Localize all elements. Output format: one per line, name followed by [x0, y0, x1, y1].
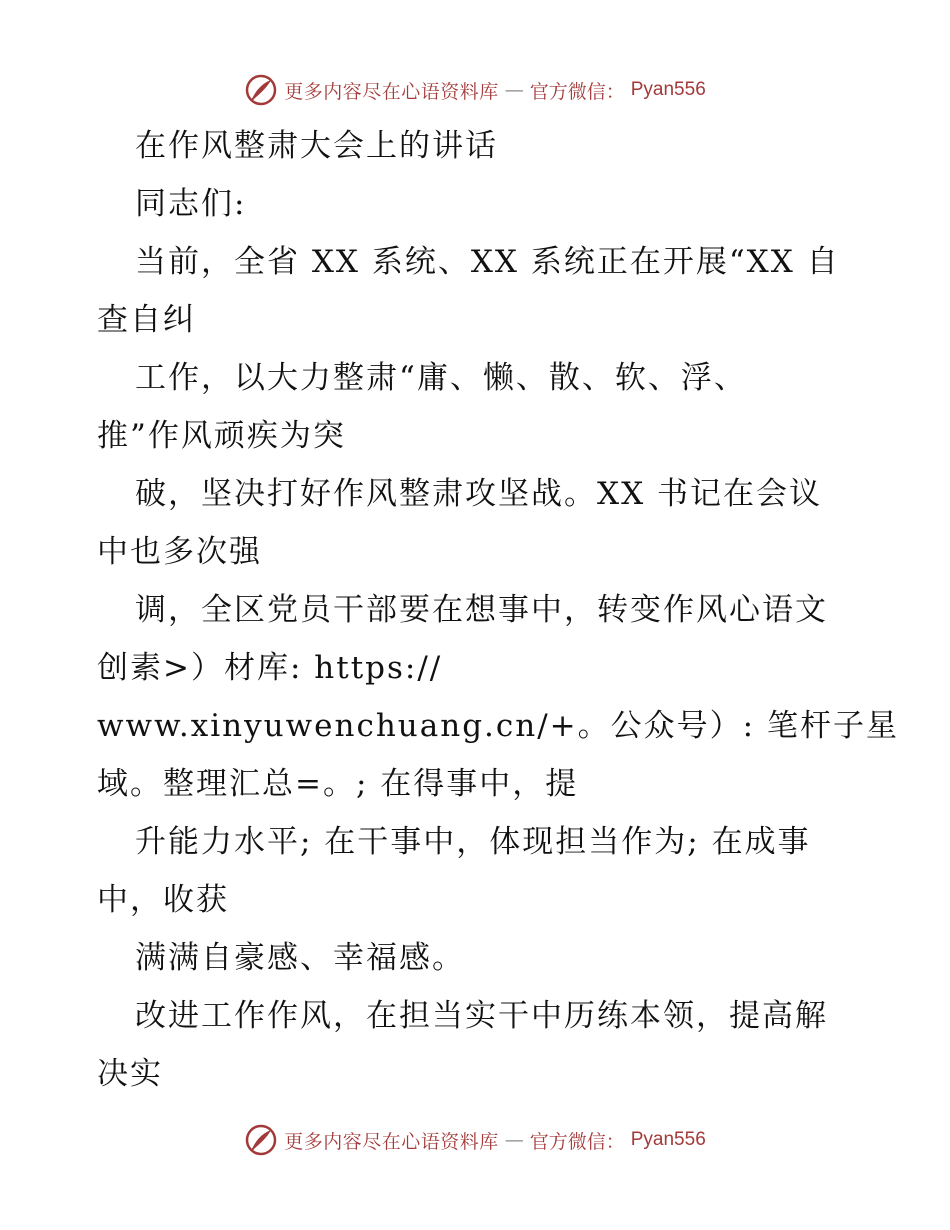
watermark-wechat-id: Pyan556 — [630, 1129, 706, 1150]
body-line: 满满自豪感、幸福感。 — [135, 940, 465, 976]
body-line: 决实 — [97, 1056, 163, 1092]
body-line: 改进工作作风，在担当实干中历练本领，提高解 — [135, 998, 828, 1034]
body-line: 调，全区党员干部要在想事中，转变作风心语文 — [135, 592, 828, 628]
watermark-brand: 更多内容尽在心语资料库 — [284, 1130, 499, 1153]
body-line: 工作，以大力整肃“庸、懒、散、软、浮、 — [135, 360, 747, 396]
body-line: 破，坚决打好作风整肃攻坚战。XX 书记在会议 — [135, 476, 822, 512]
body-line: 推”作风顽疾为突 — [97, 418, 346, 454]
body-line: 中也多次强 — [97, 534, 262, 570]
watermark-separator: — — [504, 1129, 524, 1151]
footer-watermark — [0, 1120, 950, 1160]
document-title: 在作风整肃大会上的讲话 — [135, 128, 498, 164]
watermark-brand: 更多内容尽在心语资料库 — [284, 80, 499, 103]
body-line: 创素>）材库: https:// — [97, 650, 443, 686]
header-watermark — [0, 70, 950, 110]
watermark-wechat-label: 官方微信： — [529, 1130, 625, 1153]
body-line: 域。整理汇总=。; 在得事中，提 — [97, 766, 579, 802]
document-body — [97, 117, 899, 1103]
salutation: 同志们: — [135, 186, 247, 222]
body-line: www.xinyuwenchuang.cn/+。公众号）: 笔杆子星 — [97, 708, 899, 744]
quill-pen-logo-icon — [244, 73, 278, 107]
body-line: 查自纠 — [97, 302, 196, 338]
body-line: 中，收获 — [97, 882, 229, 918]
watermark-wechat-id: Pyan556 — [630, 79, 706, 100]
body-line: 当前，全省 XX 系统、XX 系统正在开展“XX 自 — [135, 244, 840, 280]
watermark-wechat-label: 官方微信： — [529, 80, 625, 103]
watermark-separator: — — [504, 79, 524, 101]
quill-pen-logo-icon — [244, 1123, 278, 1157]
body-line: 升能力水平; 在干事中，体现担当作为; 在成事 — [135, 824, 811, 860]
